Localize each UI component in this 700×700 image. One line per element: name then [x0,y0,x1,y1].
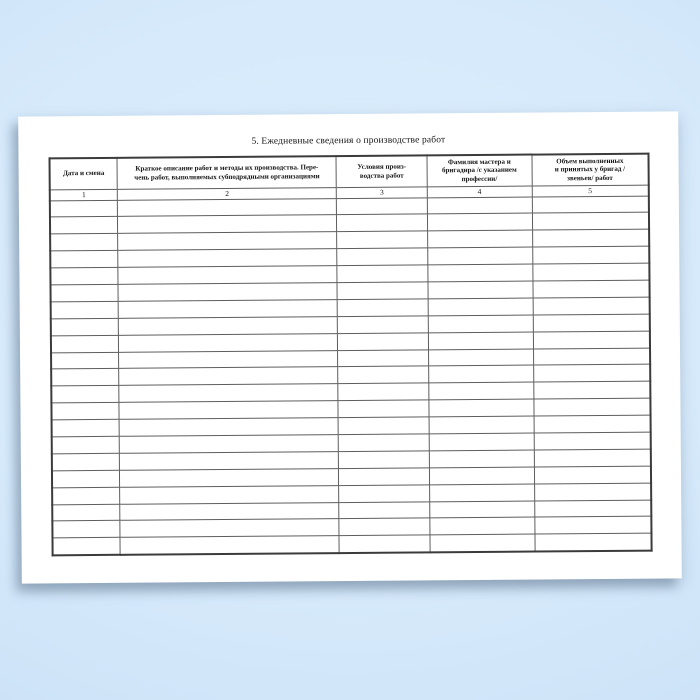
empty-cell [52,419,120,436]
empty-cell [337,248,428,266]
empty-cell [119,451,338,470]
empty-cell [118,316,337,335]
empty-cell [533,297,650,315]
empty-cell [338,400,429,418]
empty-cell [337,282,428,300]
empty-cell [428,247,533,265]
column-number: 4 [427,186,532,198]
col-header-master-foreman-name: Фамилия мастера и бригадира /с указанием профессии/ [427,155,532,187]
empty-cell [534,398,651,416]
empty-cell [535,533,652,551]
empty-cell [119,418,338,437]
empty-cell [51,386,119,403]
empty-cell [532,213,649,231]
empty-cell [52,436,120,453]
column-number: 5 [532,185,649,197]
empty-cell [428,349,533,367]
daily-works-table [48,153,652,556]
empty-cell [533,348,650,366]
empty-cell [338,299,429,317]
empty-cell [533,331,650,349]
table-header-row [50,154,649,190]
empty-cell [339,501,430,519]
empty-cell [534,449,651,467]
empty-cell [337,197,428,215]
empty-cell [118,215,337,234]
empty-cell [534,483,651,501]
column-number: 2 [117,187,336,200]
empty-cell [51,369,119,386]
column-number: 3 [337,186,428,198]
empty-cell [338,366,429,384]
empty-cell [339,485,430,503]
empty-cell [338,417,429,435]
empty-cell [430,517,535,535]
empty-cell [51,335,119,352]
empty-cell [428,365,533,383]
empty-cell [429,467,534,485]
col-header-date-and-shift: Дата и смена [50,158,118,190]
empty-cell [339,518,430,536]
empty-cell [119,401,338,420]
empty-cell [534,432,651,450]
empty-cell [119,384,338,403]
empty-cell [52,504,120,521]
empty-cell [430,534,535,552]
empty-cell [533,280,650,298]
empty-cell [50,217,118,234]
empty-cell [51,301,119,318]
empty-table-row [52,533,651,555]
empty-cell [337,214,428,232]
empty-cell [118,198,337,217]
empty-cell [429,399,534,417]
empty-cell [428,332,533,350]
empty-cell [339,434,430,452]
empty-cell [534,415,651,433]
empty-cell [120,485,339,504]
empty-cell [533,263,650,281]
empty-cell [119,435,338,454]
col-header-work-description: Краткое описание работ и методы их производства. Пере- чень работ, выполняемых субподрядными организациями [117,156,336,189]
empty-cell [533,314,650,332]
empty-cell [339,535,430,553]
empty-cell [338,349,429,367]
empty-cell [427,230,532,248]
empty-cell [534,466,651,484]
empty-cell [118,249,337,268]
empty-cell [429,484,534,502]
empty-cell [119,367,338,386]
empty-cell [532,246,649,264]
empty-cell [339,451,430,469]
empty-cell [338,383,429,401]
column-number: 1 [50,189,118,201]
empty-cell [429,433,534,451]
empty-cell [428,281,533,299]
empty-cell [52,470,120,487]
empty-cell [428,264,533,282]
empty-cell [118,283,337,302]
empty-cell [337,265,428,283]
empty-cell [120,519,339,538]
empty-cell [429,450,534,468]
empty-cell [534,517,651,535]
empty-cell [118,232,337,251]
empty-cell [338,316,429,334]
table-body [50,196,652,555]
empty-cell [119,350,338,369]
empty-cell [50,250,118,267]
empty-cell [119,333,338,352]
col-header-work-volume: Объем выполненных и принятых у бригад / звеньев/ работ [532,154,649,186]
empty-cell [429,382,534,400]
empty-cell [51,403,119,420]
empty-cell [52,487,120,504]
empty-cell [51,318,119,335]
col-header-work-conditions: Условия произ- водства работ [336,155,427,187]
document-title: 5. Ежедневные сведения о производстве работ [251,135,446,147]
empty-cell [52,521,120,538]
empty-cell [532,196,649,214]
empty-cell [428,315,533,333]
empty-cell [337,231,428,249]
empty-cell [50,267,118,284]
empty-cell [430,501,535,519]
document-page [18,111,682,583]
empty-cell [50,234,118,251]
empty-cell [52,538,120,555]
empty-cell [533,365,650,383]
empty-cell [52,453,120,470]
empty-cell [338,333,429,351]
empty-cell [429,416,534,434]
empty-cell [51,352,119,369]
empty-cell [533,381,650,399]
empty-cell [118,299,337,318]
empty-cell [50,200,118,217]
empty-cell [120,502,339,521]
empty-cell [427,213,532,231]
empty-cell [50,284,118,301]
empty-cell [339,468,430,486]
empty-cell [428,298,533,316]
empty-cell [118,266,337,285]
empty-cell [532,229,649,247]
empty-cell [534,500,651,518]
empty-cell [120,536,339,555]
empty-cell [120,468,339,487]
empty-cell [427,197,532,215]
